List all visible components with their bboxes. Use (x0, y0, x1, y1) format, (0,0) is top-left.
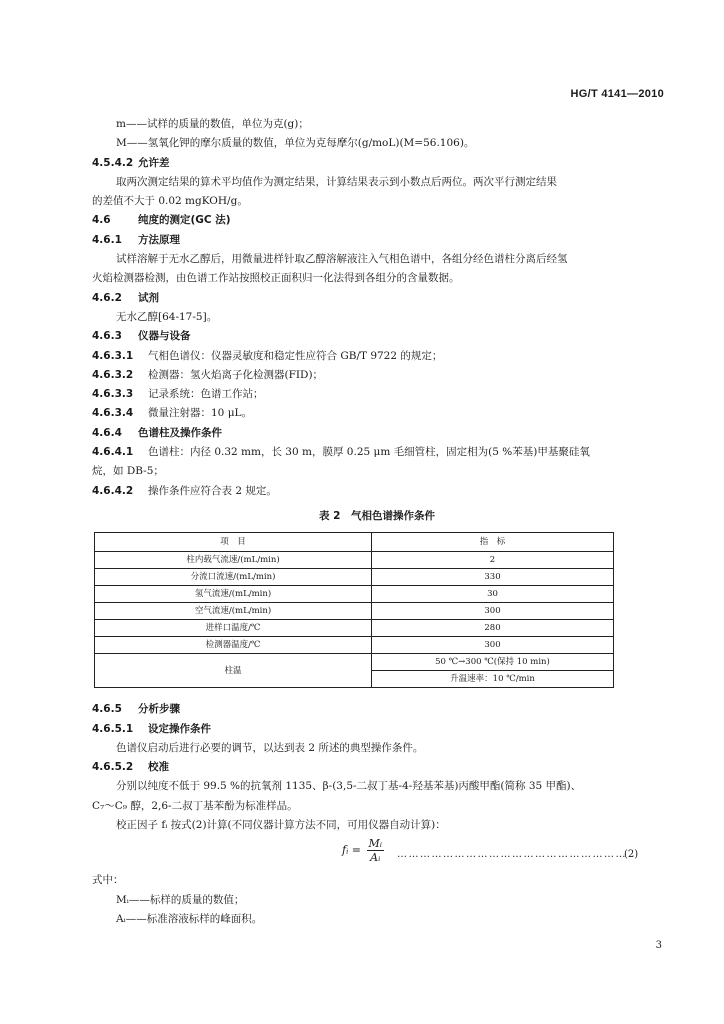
section-heading-46 (92, 211, 662, 230)
formula-leader-dots: …………………………………………………… (397, 849, 627, 861)
section-number: 4.6.5.2 (92, 761, 134, 774)
variable-definition-m: m——试样的质量的数值，单位为克(g)； (116, 118, 309, 130)
list-item-4633 (92, 385, 662, 404)
formula-numerator: Mᵢ (368, 837, 382, 851)
table-header-row (95, 533, 614, 552)
item-number: 4.6.3.2 (92, 368, 134, 381)
item-text: 微量注射器：10 μL。 (148, 407, 252, 420)
section-title: 设定操作条件 (148, 722, 211, 735)
section-number: 4.6.5 (92, 703, 122, 716)
section-title: 允许差 (138, 156, 170, 169)
section-title: 纯度的测定(GC 法) (138, 214, 231, 227)
section-number: 4.5.4.2 (92, 156, 134, 169)
section-title: 试剂 (138, 291, 159, 304)
row-label: 柱内载气流速/(mL/min) (95, 552, 372, 569)
list-item-4641-cont: 烷，如 DB-5； (92, 465, 164, 478)
formula-fraction (367, 837, 384, 864)
row-value: 330 (372, 569, 614, 586)
where-label: 式中： (92, 874, 124, 887)
item-text: 检测器：氢火焰离子化检测器(FID)； (148, 368, 324, 381)
section-heading-4651 (92, 720, 662, 739)
section-heading-463 (92, 327, 662, 346)
paragraph-tolerance-cont: 的差值不大于 0.02 mgKOH/g。 (92, 195, 248, 208)
item-text: 记录系统：色谱工作站； (148, 388, 264, 401)
paragraph-correction-factor: 校正因子 fᵢ 按式(2)计算(不同仪器计算方法不同，可用仪器自动计算)： (116, 819, 446, 832)
item-number: 4.6.3.4 (92, 407, 134, 420)
section-heading-4652 (92, 758, 662, 777)
formula-expression (342, 837, 384, 864)
variable-definition-Ai: Aᵢ——标准溶液标样的峰面积。 (116, 912, 263, 925)
row-value: 300 (372, 637, 614, 654)
row-label: 柱温 (95, 654, 372, 688)
row-value: 30 (372, 586, 614, 603)
item-number: 4.6.3.1 (92, 349, 134, 362)
section-number: 4.6.4 (92, 426, 122, 439)
item-number: 4.6.4.1 (92, 446, 134, 459)
row-label: 空气流速/(mL/min) (95, 603, 372, 620)
item-text: 色谱柱：内径 0.32 mm，长 30 m，膜厚 0.25 μm 毛细管柱，固定相为(5 %苯基)甲基聚硅氧 (148, 446, 590, 459)
section-number: 4.6.1 (92, 233, 122, 246)
formula-denominator: Aᵢ (370, 851, 381, 865)
paragraph-principle-cont: 火焰检测器检测，由色谱工作站按照校正面积归一化法得到各组分的含量数据。 (92, 272, 460, 285)
section-title: 仪器与设备 (138, 330, 191, 343)
row-value: 300 (372, 603, 614, 620)
section-number: 4.6 (92, 214, 111, 227)
table-row (95, 569, 614, 586)
section-heading-462 (92, 289, 662, 308)
list-item-4641 (92, 443, 662, 462)
section-heading-465 (92, 700, 662, 719)
list-item-4634 (92, 404, 662, 423)
section-number: 4.6.5.1 (92, 722, 134, 735)
section-number: 4.6.2 (92, 291, 122, 304)
paragraph-principle: 试样溶解于无水乙醇后，用微量进样针取乙醇溶解液注入气相色谱中，各组分经色谱柱分离后经氢 (116, 253, 568, 266)
table-row (95, 637, 614, 654)
row-value: 280 (372, 620, 614, 637)
section-heading-4542 (92, 154, 662, 173)
section-number: 4.6.3 (92, 330, 122, 343)
column-header-value: 指 标 (372, 533, 614, 552)
variable-definition-M: M——氢氧化钾的摩尔质量的数值，单位为克每摩尔(g/moL)(M=56.106)。 (116, 137, 475, 150)
variable-definition-Mi: Mᵢ——标样的质量的数值； (116, 893, 245, 906)
table-row (95, 620, 614, 637)
column-header-item: 项 目 (95, 533, 372, 552)
section-title: 校准 (148, 761, 169, 774)
paragraph-tolerance: 取两次测定结果的算术平均值作为测定结果，计算结果表示到小数点后两位。两次平行测定结果 (116, 175, 557, 188)
table-row (95, 552, 614, 569)
paragraph-operation: 色谱仪启动后进行必要的调节，以达到表 2 所述的典型操作条件。 (116, 741, 424, 754)
item-text: 气相色谱仪：仪器灵敏度和稳定性应符合 GB/T 9722 的规定； (148, 349, 443, 362)
paragraph-calibration-cont: C₇～C₉ 醇，2,6-二叔丁基苯酚为标准样品。 (92, 799, 298, 812)
row-value: 升温速率：10 ℃/min (372, 671, 614, 688)
table-row (95, 654, 614, 671)
section-title: 分析步骤 (138, 703, 180, 716)
row-value: 2 (372, 552, 614, 569)
row-label: 氢气流速/(mL/min) (95, 586, 372, 603)
section-heading-461 (92, 231, 662, 250)
section-heading-464 (92, 424, 662, 443)
list-item-4642 (92, 482, 662, 501)
formula-lhs: fᵢ = (342, 843, 361, 857)
item-number: 4.6.3.3 (92, 388, 134, 401)
formula-2 (92, 835, 662, 871)
item-number: 4.6.4.2 (92, 484, 134, 497)
table-row (95, 586, 614, 603)
document-body (92, 115, 662, 929)
paragraph-calibration: 分别以纯度不低于 99.5 %的抗氧剂 1135、β-(3,5-二叔丁基-4-羟基苯基)丙酸甲酯(简称 35 甲酯)、 (116, 780, 582, 793)
list-item-4632 (92, 366, 662, 385)
page-number: 3 (655, 940, 662, 951)
table-row (95, 603, 614, 620)
section-title: 色谱柱及操作条件 (138, 426, 222, 439)
section-title: 方法原理 (138, 233, 180, 246)
item-text: 操作条件应符合表 2 规定。 (148, 484, 277, 497)
gc-conditions-table (94, 532, 614, 688)
list-item-4631 (92, 347, 662, 366)
equation-number: (2) (624, 849, 639, 861)
paragraph-reagent: 无水乙醇[64-17-5]。 (116, 310, 218, 323)
row-value: 50 ℃→300 ℃(保持 10 min) (372, 654, 614, 671)
spacer (92, 688, 662, 700)
standard-code: HG/T 4141—2010 (570, 88, 664, 100)
row-label: 检测器温度/℃ (95, 637, 372, 654)
row-label: 分流口流速/(mL/min) (95, 569, 372, 586)
table-title: 表 2 气相色谱操作条件 (319, 509, 435, 522)
row-label: 进样口温度/℃ (95, 620, 372, 637)
